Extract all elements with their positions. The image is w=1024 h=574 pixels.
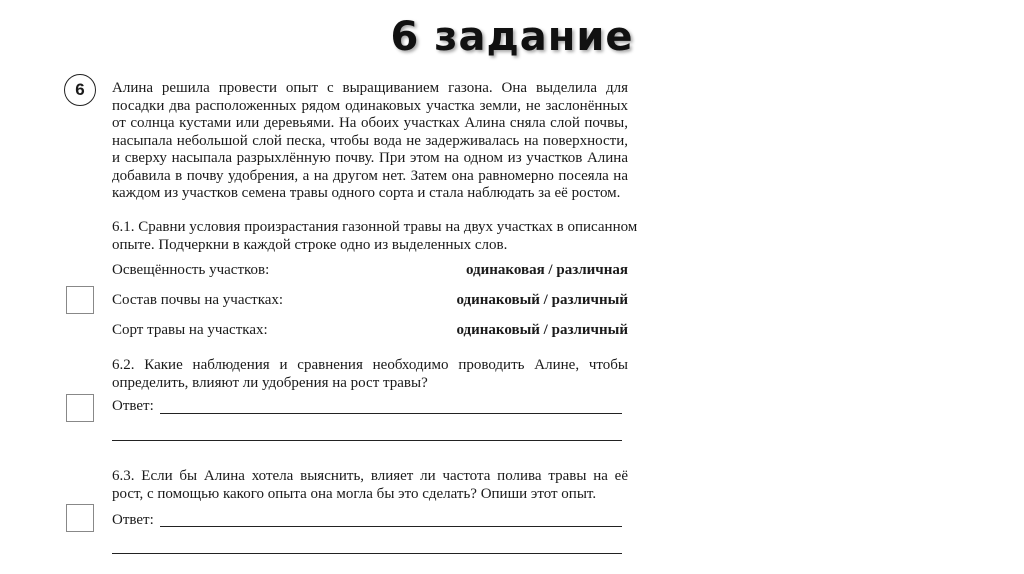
condition-row [112,322,628,340]
question-6-3 [112,468,628,503]
intro-line: добавила в почву удобрения, а на другом нет. Затем она равномерно посеяла на [112,167,628,184]
score-box-6-1[interactable] [66,286,94,314]
answer-line[interactable] [112,440,622,441]
condition-label: Сорт травы на участках: [112,322,268,338]
question-line: 6.2. Какие наблюдения и сравнения необходимо проводить Алине, чтобы [112,357,628,373]
question-6-2 [112,357,628,392]
answer-line[interactable] [160,413,622,414]
question-line: определить, влияют ли удобрения на рост травы? [112,374,428,391]
answer-label: Ответ: [112,512,154,528]
condition-options[interactable]: одинаковый / различный [456,292,628,308]
question-line: 6.1. Сравни условия произрастания газонной травы на двух участках в описанном [112,219,638,235]
condition-row [112,292,628,310]
intro-line: от солнца кустами или деревьями. На обоих участках Алина сняла слой почвы, [112,115,628,131]
intro-line: насыпала небольшой слой песка, чтобы вода не задерживалась на поверхности, [112,132,628,149]
condition-label: Освещённость участков: [112,262,270,278]
slide-title: 6 задание [390,14,634,60]
score-box-6-3[interactable] [66,504,94,532]
answer-line[interactable] [160,526,622,527]
score-box-6-2[interactable] [66,394,94,422]
task-number-badge: 6 [64,74,96,106]
question-line: 6.3. Если бы Алина хотела выяснить, влияет ли частота полива травы на её [112,468,628,484]
question-6-1 [112,219,638,254]
intro-line: и сверху насыпала разрыхлённую почву. При этом на одном из участков Алина [112,150,628,166]
condition-options[interactable]: одинаковая / различная [465,262,628,278]
answer-label: Ответ: [112,398,154,414]
task-intro [112,80,628,203]
question-line: рост, с помощью какого опыта она могла бы это сделать? Опиши этот опыт. [112,485,597,502]
intro-line: Алина решила провести опыт с выращиванием газона. Она выделила для [112,80,628,96]
intro-line: каждом из участков семена травы одного сорта и стала наблюдать за её ростом. [112,185,621,201]
condition-label: Состав почвы на участках: [112,292,284,308]
condition-row [112,262,628,280]
intro-line: посадки два расположенных рядом одинаковых участка земли, не заслонённых [112,97,628,114]
condition-options[interactable]: одинаковый / различный [456,322,628,338]
question-line: опыте. Подчеркни в каждой строке одно из выделенных слов. [112,236,508,253]
answer-line[interactable] [112,553,622,554]
